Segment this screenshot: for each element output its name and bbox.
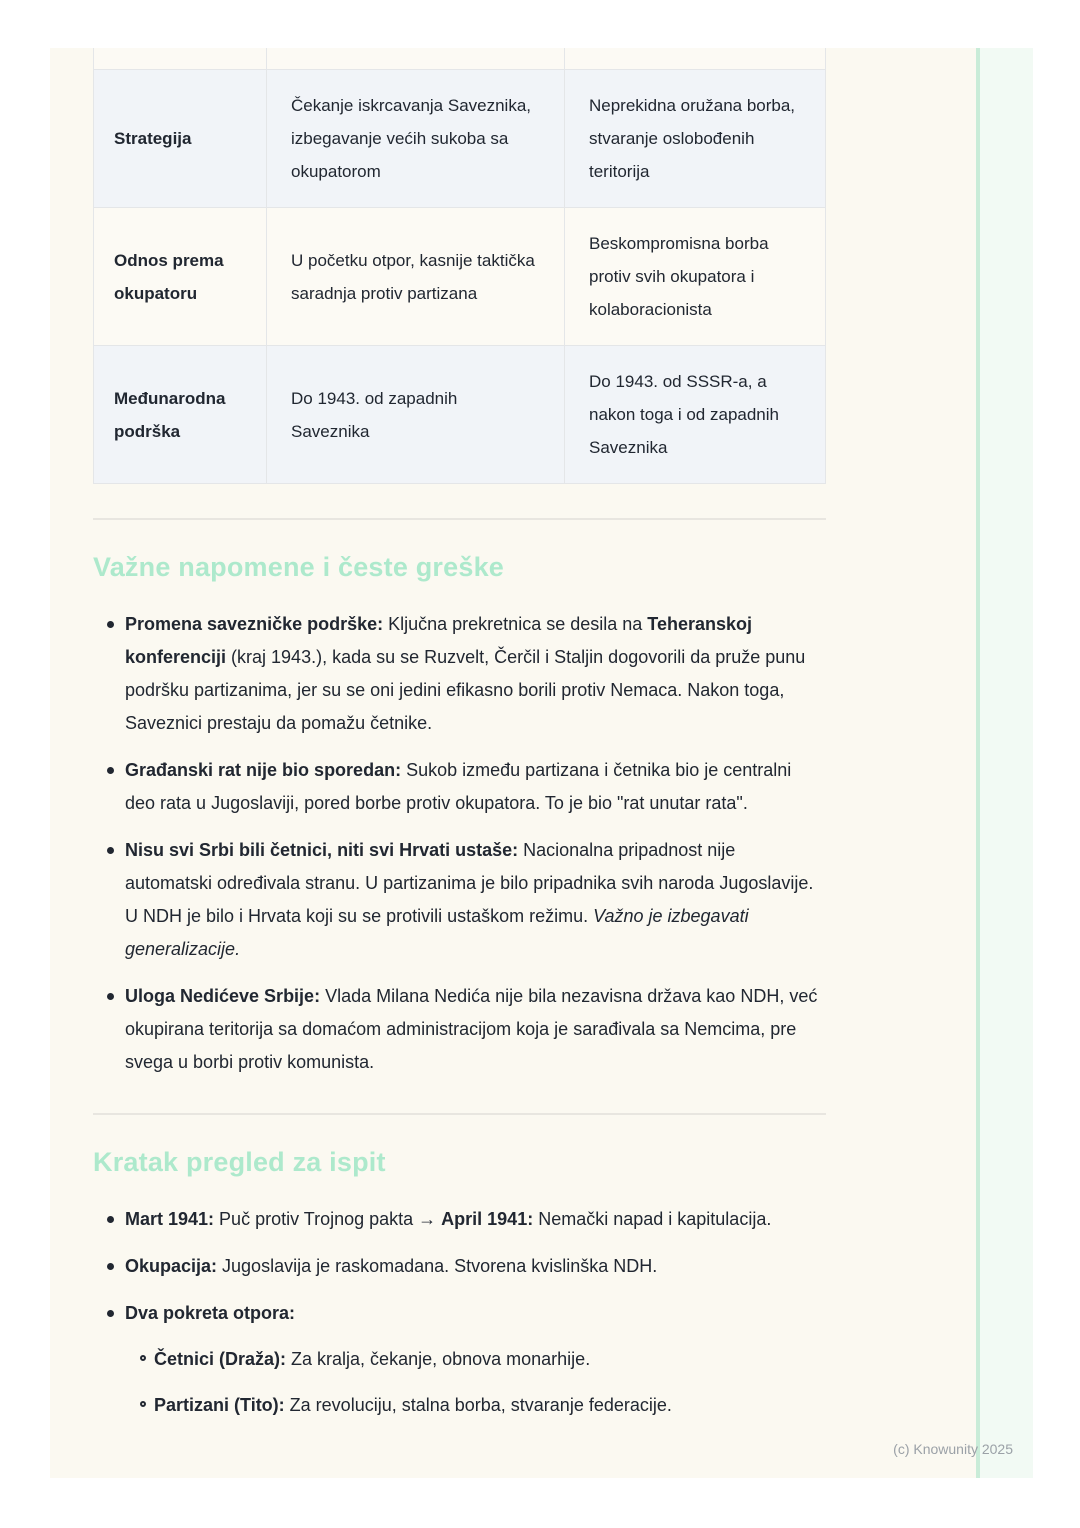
bullet-item	[93, 1297, 826, 1435]
table-row	[94, 345, 825, 483]
text-segment: Važno je izbegavati generalizacije.	[125, 906, 749, 959]
bullet-text	[125, 1297, 826, 1330]
bullet-list	[93, 1203, 826, 1435]
text-segment: Dva pokreta otpora:	[125, 1303, 296, 1323]
page-right-accent-band	[980, 48, 1033, 1478]
bullet-text-wrap	[125, 1250, 826, 1283]
bullet-item	[93, 1203, 826, 1236]
table-row-partial	[94, 48, 825, 69]
bullet-text	[125, 980, 826, 1079]
bullet-text	[154, 1343, 826, 1376]
table-row	[94, 69, 825, 207]
bullet-text-wrap	[154, 1343, 826, 1376]
bullet-item	[93, 980, 826, 1079]
bullet-text	[125, 1250, 826, 1283]
note-sections	[93, 518, 826, 1435]
text-segment: Teheranskoj konferenciji	[125, 614, 752, 667]
bullet-item	[93, 608, 826, 740]
comparison-table	[93, 48, 826, 484]
bullet-item	[93, 754, 826, 820]
text-segment: Sukob između partizana i četnika bio je centralni deo rata u Jugoslaviji, pored borbe protiv okupatora. To je bio "rat unutar rata".	[125, 760, 792, 813]
row-value-cell: Do 1943. od zapadnih Saveznika	[266, 346, 564, 483]
page-content	[93, 48, 826, 1435]
bullet-sublist	[125, 1343, 826, 1422]
table-row	[94, 207, 825, 345]
text-segment: Nacionalna pripadnost nije automatski određivala stranu. U partizanima je bilo pripadnika svih naroda Jugoslavije. U NDH je bilo i Hrvata koji su se protivili ustaškom režimu.	[125, 840, 814, 926]
table-cell-empty	[564, 48, 825, 69]
bullet-dot	[107, 767, 114, 774]
section-heading: Važne napomene i česte greške	[93, 552, 504, 582]
row-value-cell: Čekanje iskrcavanja Saveznika, izbegavanje većih sukoba sa okupatorom	[266, 70, 564, 207]
text-segment: Četnici (Draža):	[154, 1349, 287, 1369]
row-value-cell: Do 1943. od SSSR-a, a nakon toga i od zapadnih Saveznika	[564, 346, 825, 483]
bullet-text-wrap	[125, 980, 826, 1079]
bullet-item	[140, 1389, 826, 1422]
bullet-text	[125, 1203, 826, 1236]
text-segment: Vlada Milana Nedića nije bila nezavisna država kao NDH, već okupirana teritorija sa domaćom administracijom koja je sarađivala sa Nemcima, pre svega u borbi protiv komunista.	[125, 986, 818, 1072]
row-value-cell: Beskompromisna borba protiv svih okupatora i kolaboracionista	[564, 208, 825, 345]
section-divider	[93, 518, 826, 520]
text-segment: Za revoluciju, stalna borba, stvaranje federacije.	[284, 1395, 672, 1415]
row-value-cell: Neprekidna oružana borba, stvaranje oslobođenih teritorija	[564, 70, 825, 207]
bullet-text-wrap	[125, 608, 826, 740]
bullet-item	[93, 834, 826, 966]
bullet-dot	[107, 621, 114, 628]
bullet-dot	[107, 993, 114, 1000]
text-segment: Nisu svi Srbi bili četnici, niti svi Hrvati ustaše:	[125, 840, 519, 860]
text-segment: Za kralja, čekanje, obnova monarhije.	[286, 1349, 591, 1369]
copyright-footer: (c) Knowunity 2025	[893, 1441, 1013, 1457]
bullet-text-wrap	[125, 1297, 826, 1435]
text-segment: Građanski rat nije bio sporedan:	[125, 760, 402, 780]
text-segment: Mart 1941:	[125, 1209, 215, 1229]
text-segment: Promena savezničke podrške:	[125, 614, 384, 634]
text-segment: Nemački napad i kapitulacija.	[533, 1209, 772, 1229]
row-value-cell: U početku otpor, kasnije taktička saradnja protiv partizana	[266, 208, 564, 345]
row-label-cell: Međunarodna podrška	[114, 388, 226, 441]
bullet-text-wrap	[125, 834, 826, 966]
row-label-cell: Odnos prema okupatoru	[114, 250, 224, 303]
bullet-item	[140, 1343, 826, 1376]
bullet-circle	[140, 1401, 146, 1407]
section-divider	[93, 1113, 826, 1115]
text-segment: April 1941:	[441, 1209, 534, 1229]
table-cell-empty	[266, 48, 564, 69]
bullet-text-wrap	[154, 1389, 826, 1422]
bullet-text	[154, 1389, 826, 1422]
bullet-dot	[107, 847, 114, 854]
bullet-item	[93, 1250, 826, 1283]
text-segment: Uloga Nedićeve Srbije:	[125, 986, 321, 1006]
bullet-text-wrap	[125, 754, 826, 820]
text-segment: Puč protiv Trojnog pakta →	[214, 1209, 442, 1229]
section-heading: Kratak pregled za ispit	[93, 1147, 386, 1177]
bullet-dot	[107, 1310, 114, 1317]
bullet-text	[125, 834, 826, 966]
table-cell-empty	[94, 48, 266, 69]
document-page	[50, 48, 1033, 1478]
text-segment: Okupacija:	[125, 1256, 218, 1276]
bullet-dot	[107, 1263, 114, 1270]
bullet-text	[125, 754, 826, 820]
bullet-text	[125, 608, 826, 740]
bullet-dot	[107, 1216, 114, 1223]
text-segment: (kraj 1943.), kada su se Ruzvelt, Čerčil i Staljin dogovorili da pruže punu podršku partizanima, jer su se oni jedini efikasno borili protiv Nemaca. Nakon toga, Saveznici prestaju da pomažu četnike.	[125, 647, 806, 733]
text-segment: Partizani (Tito):	[154, 1395, 285, 1415]
bullet-text-wrap	[125, 1203, 826, 1236]
bullet-circle	[140, 1355, 146, 1361]
row-label-cell: Strategija	[114, 129, 192, 148]
text-segment: Jugoslavija je raskomadana. Stvorena kvislinška NDH.	[217, 1256, 658, 1276]
page-right-accent-line	[976, 48, 980, 1478]
bullet-list	[93, 608, 826, 1079]
text-segment: Ključna prekretnica se desila na	[383, 614, 648, 634]
